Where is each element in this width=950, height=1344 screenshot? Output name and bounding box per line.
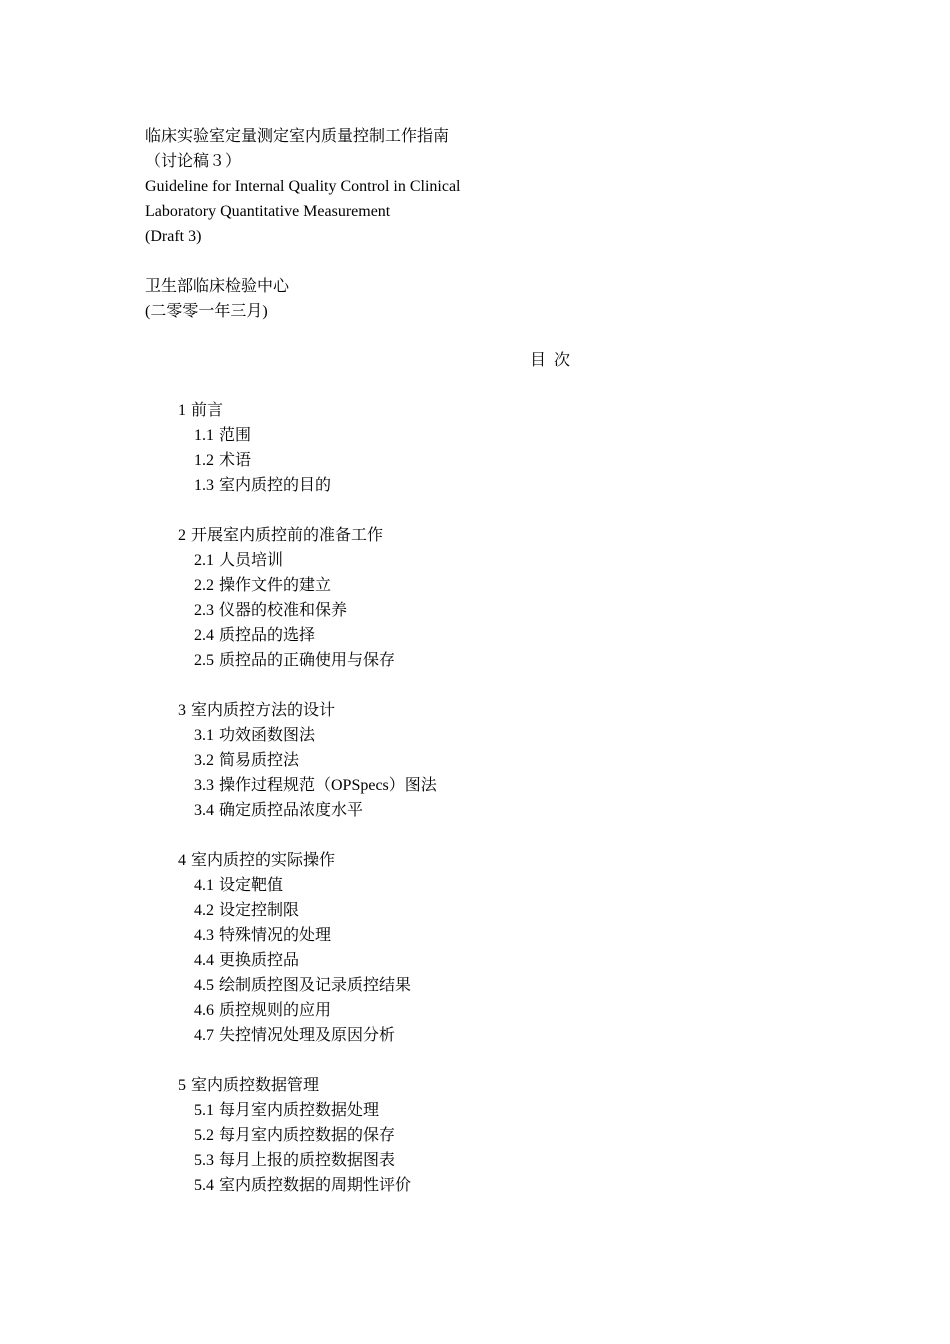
toc-item-label: 特殊情况的处理 bbox=[219, 927, 332, 944]
toc-item-number: 2.3 bbox=[194, 602, 214, 619]
toc-item-number: 4.6 bbox=[194, 1002, 214, 1019]
toc-item-4.5 bbox=[178, 973, 778, 998]
toc-item-label: 仪器的校准和保养 bbox=[219, 602, 348, 619]
toc-item-number: 4.1 bbox=[194, 877, 214, 894]
toc-section-spacer bbox=[178, 498, 778, 523]
toc-item-number: 5.4 bbox=[194, 1177, 214, 1194]
toc-item-4.2 bbox=[178, 898, 778, 923]
toc-section-5 bbox=[178, 1073, 778, 1098]
toc-item-label: 更换质控品 bbox=[219, 952, 300, 969]
toc-item-label: 确定质控品浓度水平 bbox=[219, 802, 364, 819]
toc-item-5.2 bbox=[178, 1123, 778, 1148]
toc-item-label: 每月室内质控数据处理 bbox=[219, 1102, 380, 1119]
toc-item-2.4 bbox=[178, 623, 778, 648]
toc-section-number: 3 bbox=[178, 702, 186, 719]
draft-cn: （讨论稿３） bbox=[145, 153, 242, 170]
toc-item-number: 2.5 bbox=[194, 652, 214, 669]
toc-item-label: 质控品的正确使用与保存 bbox=[219, 652, 396, 669]
toc-item-label: 人员培训 bbox=[219, 552, 284, 569]
toc-item-number: 3.1 bbox=[194, 727, 214, 744]
toc-item-4.3 bbox=[178, 923, 778, 948]
toc-item-5.1 bbox=[178, 1098, 778, 1123]
toc-item-number: 2.1 bbox=[194, 552, 214, 569]
toc-item-3.4 bbox=[178, 798, 778, 823]
toc-section-label: 开展室内质控前的准备工作 bbox=[191, 527, 384, 544]
toc-section-2 bbox=[178, 523, 778, 548]
toc-section-label: 前言 bbox=[191, 402, 224, 419]
toc-item-label: 设定控制限 bbox=[219, 902, 300, 919]
toc-item-number: 4.5 bbox=[194, 977, 214, 994]
toc-item-2.2 bbox=[178, 573, 778, 598]
toc-section-label: 室内质控数据管理 bbox=[191, 1077, 320, 1094]
toc-item-5.4 bbox=[178, 1173, 778, 1198]
title-cn: 临床实验室定量测定室内质量控制工作指南 bbox=[145, 128, 450, 145]
title-en-line2: Laboratory Quantitative Measurement bbox=[145, 203, 391, 220]
toc-section-label: 室内质控方法的设计 bbox=[191, 702, 336, 719]
toc-item-2.3 bbox=[178, 598, 778, 623]
toc-section-number: 2 bbox=[178, 527, 186, 544]
toc-title: 目 次 bbox=[530, 352, 573, 369]
toc-item-number: 4.4 bbox=[194, 952, 214, 969]
toc-item-3.3 bbox=[178, 773, 778, 798]
toc-section-number: 4 bbox=[178, 852, 186, 869]
title-en-line1: Guideline for Internal Quality Control in Clinical bbox=[145, 178, 461, 195]
organization: 卫生部临床检验中心 bbox=[145, 278, 290, 295]
toc-item-number: 5.3 bbox=[194, 1152, 214, 1169]
toc-item-number: 3.3 bbox=[194, 777, 214, 794]
toc-item-5.3 bbox=[178, 1148, 778, 1173]
toc-item-1.3 bbox=[178, 473, 778, 498]
toc-item-2.1 bbox=[178, 548, 778, 573]
toc-section-label: 室内质控的实际操作 bbox=[191, 852, 336, 869]
toc-item-label: 绘制质控图及记录质控结果 bbox=[219, 977, 412, 994]
toc-item-number: 4.7 bbox=[194, 1027, 214, 1044]
toc-item-label: 操作文件的建立 bbox=[219, 577, 332, 594]
document-header bbox=[145, 124, 785, 324]
toc-item-label: 范围 bbox=[219, 427, 252, 444]
toc-item-label: 质控品的选择 bbox=[219, 627, 316, 644]
header-spacer bbox=[145, 249, 785, 274]
toc-item-label: 室内质控的目的 bbox=[219, 477, 332, 494]
toc-item-number: 4.2 bbox=[194, 902, 214, 919]
toc-item-3.2 bbox=[178, 748, 778, 773]
toc-item-number: 3.4 bbox=[194, 802, 214, 819]
toc-section-4 bbox=[178, 848, 778, 873]
toc-item-label: 操作过程规范（OPSpecs）图法 bbox=[219, 777, 437, 794]
toc-item-number: 1.1 bbox=[194, 427, 214, 444]
draft-en: (Draft 3) bbox=[145, 228, 202, 245]
toc-section-1 bbox=[178, 398, 778, 423]
toc-item-label: 每月室内质控数据的保存 bbox=[219, 1127, 396, 1144]
toc-item-4.6 bbox=[178, 998, 778, 1023]
toc-item-number: 1.2 bbox=[194, 452, 214, 469]
toc-item-label: 功效函数图法 bbox=[219, 727, 316, 744]
toc-section-number: 5 bbox=[178, 1077, 186, 1094]
toc-item-4.1 bbox=[178, 873, 778, 898]
toc-item-2.5 bbox=[178, 648, 778, 673]
toc-section-number: 1 bbox=[178, 402, 186, 419]
table-of-contents bbox=[178, 398, 778, 1198]
toc-section-3 bbox=[178, 698, 778, 723]
toc-item-4.7 bbox=[178, 1023, 778, 1048]
toc-item-4.4 bbox=[178, 948, 778, 973]
toc-item-label: 室内质控数据的周期性评价 bbox=[219, 1177, 412, 1194]
toc-item-3.1 bbox=[178, 723, 778, 748]
toc-item-label: 失控情况处理及原因分析 bbox=[219, 1027, 396, 1044]
toc-item-number: 2.4 bbox=[194, 627, 214, 644]
toc-section-spacer bbox=[178, 673, 778, 698]
toc-item-number: 5.1 bbox=[194, 1102, 214, 1119]
toc-item-number: 3.2 bbox=[194, 752, 214, 769]
publication-date: (二零零一年三月) bbox=[145, 303, 268, 320]
toc-item-number: 4.3 bbox=[194, 927, 214, 944]
toc-item-label: 每月上报的质控数据图表 bbox=[219, 1152, 396, 1169]
toc-section-spacer bbox=[178, 823, 778, 848]
toc-item-label: 术语 bbox=[219, 452, 252, 469]
toc-item-label: 设定靶值 bbox=[219, 877, 284, 894]
toc-item-label: 简易质控法 bbox=[219, 752, 300, 769]
toc-item-1.2 bbox=[178, 448, 778, 473]
toc-section-spacer bbox=[178, 1048, 778, 1073]
toc-item-label: 质控规则的应用 bbox=[219, 1002, 332, 1019]
toc-item-number: 5.2 bbox=[194, 1127, 214, 1144]
toc-item-number: 2.2 bbox=[194, 577, 214, 594]
toc-item-1.1 bbox=[178, 423, 778, 448]
toc-item-number: 1.3 bbox=[194, 477, 214, 494]
